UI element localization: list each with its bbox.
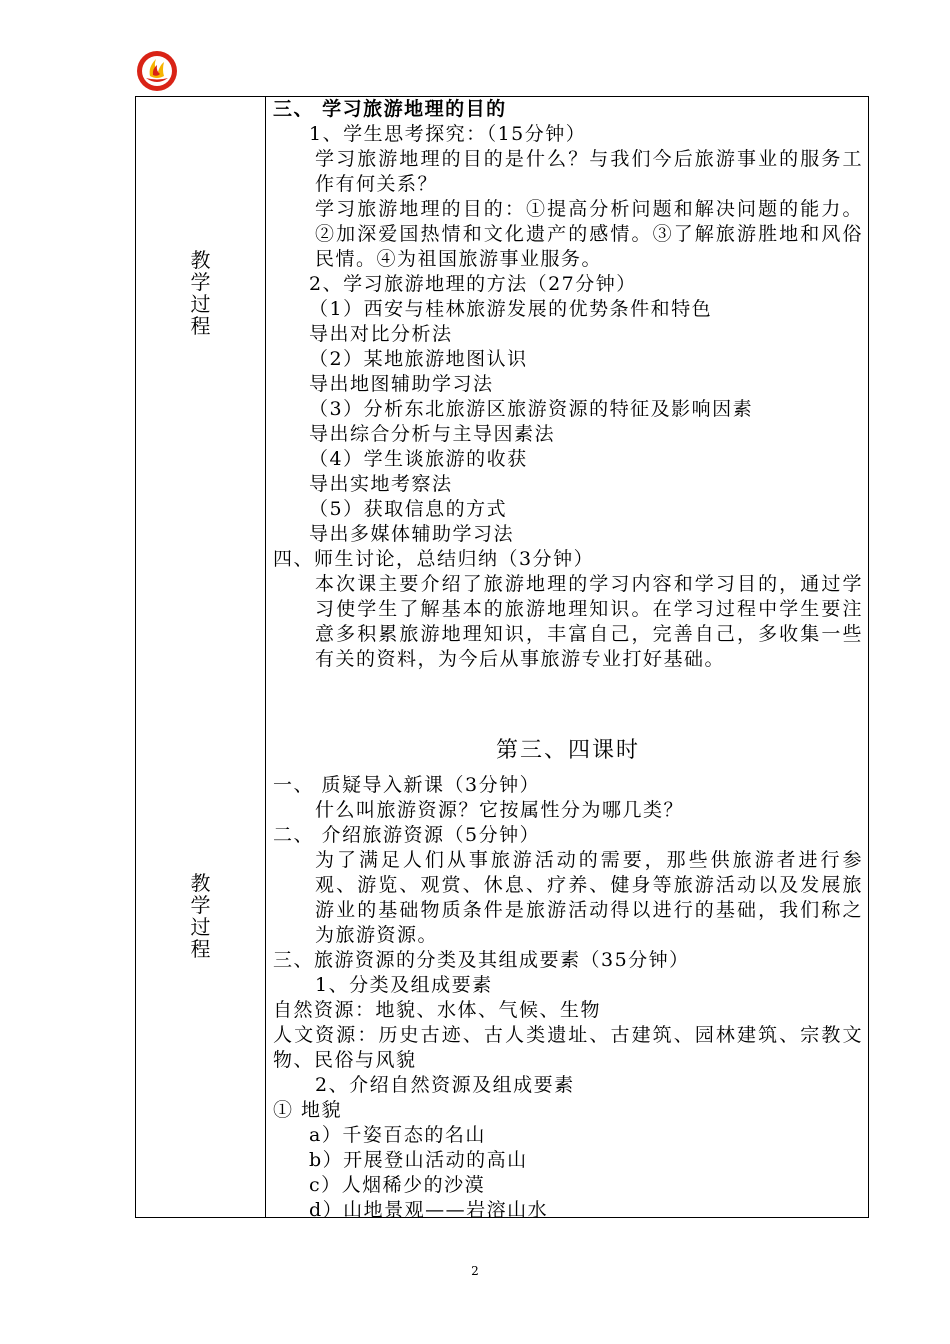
step-heading: 1、分类及组成要素 (315, 974, 493, 996)
list-item: （1）西安与桂林旅游发展的优势条件和特色 (309, 298, 713, 320)
list-item: 导出对比分析法 (309, 323, 453, 345)
list-item: 导出综合分析与主导因素法 (309, 423, 556, 445)
lesson-heading: 第三、四课时 (495, 738, 640, 763)
section-heading: 三、旅游资源的分类及其组成要素（35分钟） (273, 949, 690, 971)
paragraph: 学习旅游地理的目的：①提高分析问题和解决问题的能力。②加深爱国热情和文化遗产的感情。③了解旅游胜地和风俗民情。④为祖国旅游事业服务。 (315, 198, 863, 270)
list-item: b）开展登山活动的高山 (309, 1149, 528, 1171)
list-item: （5）获取信息的方式 (309, 498, 508, 520)
process-label-bottom: 教 学 过 程 (190, 871, 211, 961)
list-item: d）山地景观——岩溶山水 (309, 1199, 549, 1221)
list-item: 导出地图辅助学习法 (309, 373, 494, 395)
list-item: 导出多媒体辅助学习法 (309, 523, 515, 545)
lesson-table (135, 96, 869, 1221)
flame-logo-icon (136, 50, 178, 92)
column-divider (265, 97, 266, 1217)
section-heading: 四、师生讨论，总结归纳（3分钟） (273, 548, 595, 570)
paragraph: 什么叫旅游资源？它按属性分为哪几类？ (315, 799, 685, 821)
paragraph: 学习旅游地理的目的是什么？与我们今后旅游事业的服务工作有何关系？ (315, 148, 863, 195)
paragraph: 本次课主要介绍了旅游地理的学习内容和学习目的，通过学习使学生了解基本的旅游地理知识。在学习过程中学生要注意多积累旅游地理知识，丰富自己，完善自己，多收集一些有关的资料，为今后从事旅游专业打好基础。 (315, 573, 863, 670)
section-heading: 二、 介绍旅游资源（5分钟） (273, 824, 541, 846)
section-heading: 三、 学习旅游地理的目的 (273, 98, 507, 120)
paragraph: 为了满足人们从事旅游活动的需要，那些供旅游者进行参观、游览、观赏、休息、疗养、健身等旅游活动以及发展旅游业的基础物质条件是旅游活动得以进行的基础，我们称之为旅游资源。 (315, 849, 863, 946)
step-heading: 2、介绍自然资源及组成要素 (315, 1074, 575, 1096)
list-item: ① 地貌 (273, 1099, 343, 1121)
section-heading: 一、 质疑导入新课（3分钟） (273, 774, 541, 796)
list-item: （4）学生谈旅游的收获 (309, 448, 528, 470)
page-number: 2 (471, 1264, 479, 1278)
list-item: 导出实地考察法 (309, 473, 453, 495)
lesson-content (273, 97, 863, 1223)
list-item: 人文资源：历史古迹、古人类遗址、古建筑、园林建筑、宗教文物、民俗与风貌 (273, 1024, 863, 1071)
process-label-top: 教 学 过 程 (190, 248, 211, 338)
list-item: （3）分析东北旅游区旅游资源的特征及影响因素 (309, 398, 754, 420)
list-item: a）千姿百态的名山 (309, 1124, 486, 1146)
step-heading: 1、学生思考探究：（15分钟） (309, 123, 587, 145)
list-item: （2）某地旅游地图认识 (309, 348, 528, 370)
step-heading: 2、学习旅游地理的方法（27分钟） (309, 273, 637, 295)
list-item: c）人烟稀少的沙漠 (309, 1174, 486, 1196)
list-item: 自然资源：地貌、水体、气候、生物 (273, 999, 602, 1021)
